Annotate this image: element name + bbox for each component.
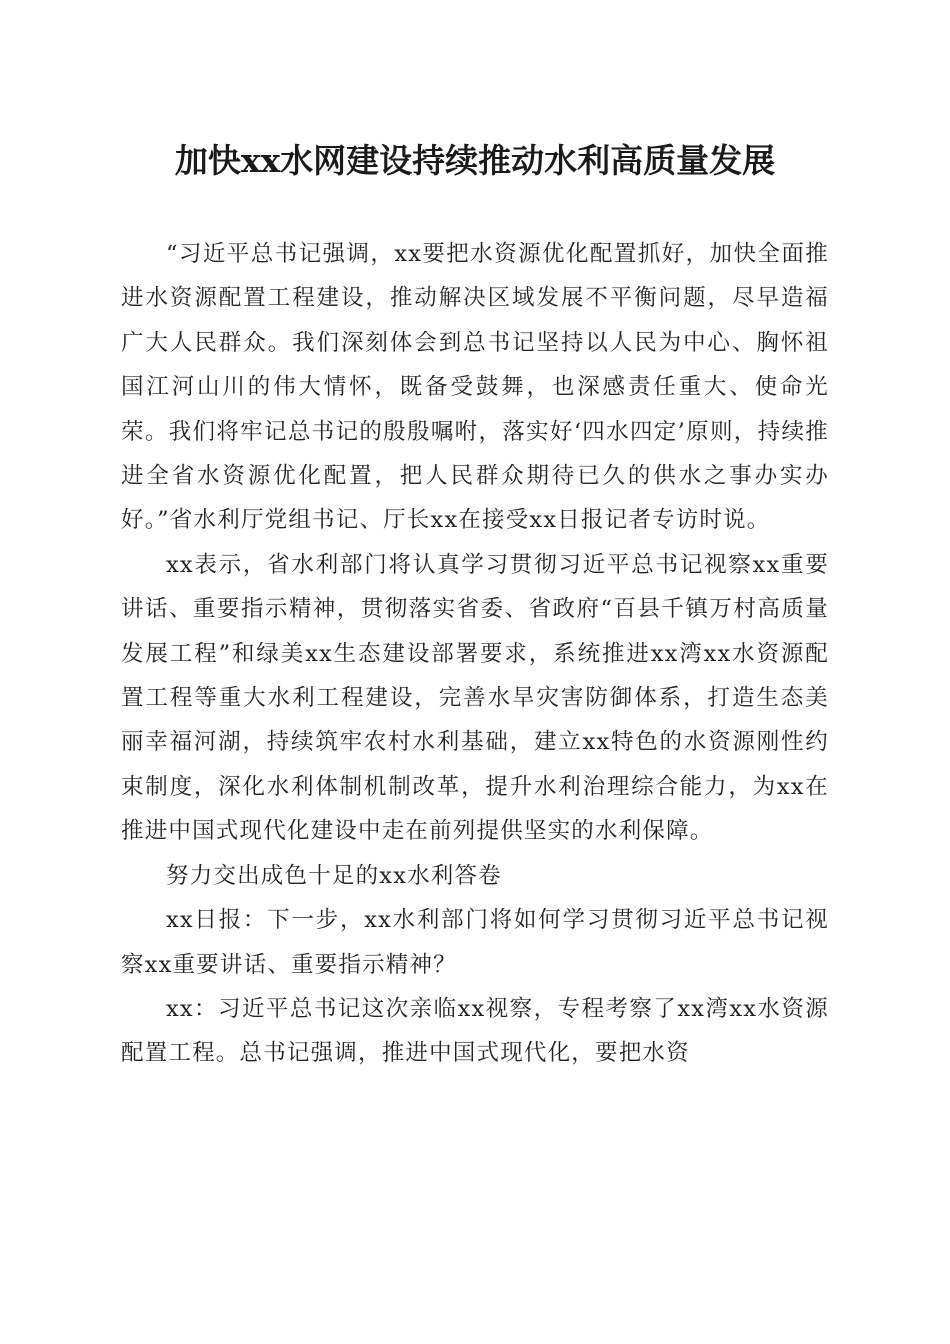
paragraph: “习近平总书记强调，xx要把水资源优化配置抓好，加快全面推进水资源配置工程建设，推动解决区域发展不平衡问题，尽早造福广大人民群众。我们深刻体会到总书记坚持以人民为中心、胸怀祖国江河山川的伟大情怀，既备受鼓舞，也深感责任重大、使命光荣。我们将牢记总书记的殷殷嘱咐，落实好‘四水四定’原则，持续推进全省水资源优化配置，把人民群众期待已久的供水之事办实办好。”省水利厅党组书记、厅长xx在接受xx日报记者专访时说。 — [121, 241, 829, 534]
document-body — [121, 232, 829, 1076]
paragraph: xx日报：下一步，xx水利部门将如何学习贯彻习近平总书记视察xx重要讲话、重要指示精神？ — [121, 907, 829, 978]
document-title: 加快xx水网建设持续推动水利高质量发展 — [174, 141, 776, 180]
paragraph: xx表示，省水利部门将认真学习贯彻习近平总书记视察xx重要讲话、重要指示精神，贯彻落实省委、省政府“百县千镇万村高质量发展工程”和绿美xx生态建设部署要求，系统推进xx湾xx水资源配置工程等重大水利工程建设，完善水旱灾害防御体系，打造生态美丽幸福河湖，持续筑牢农村水利基础，建立xx特色的水资源刚性约束制度，深化水利体制机制改革，提升水利治理综合能力，为xx在推进中国式现代化建设中走在前列提供坚实的水利保障。 — [121, 551, 829, 845]
paragraph: xx：习近平总书记这次亲临xx视察，专程考察了xx湾xx水资源配置工程。总书记强调，推进中国式现代化，要把水资 — [121, 995, 829, 1067]
section-heading: 努力交出成色十足的xx水利答卷 — [166, 862, 502, 889]
